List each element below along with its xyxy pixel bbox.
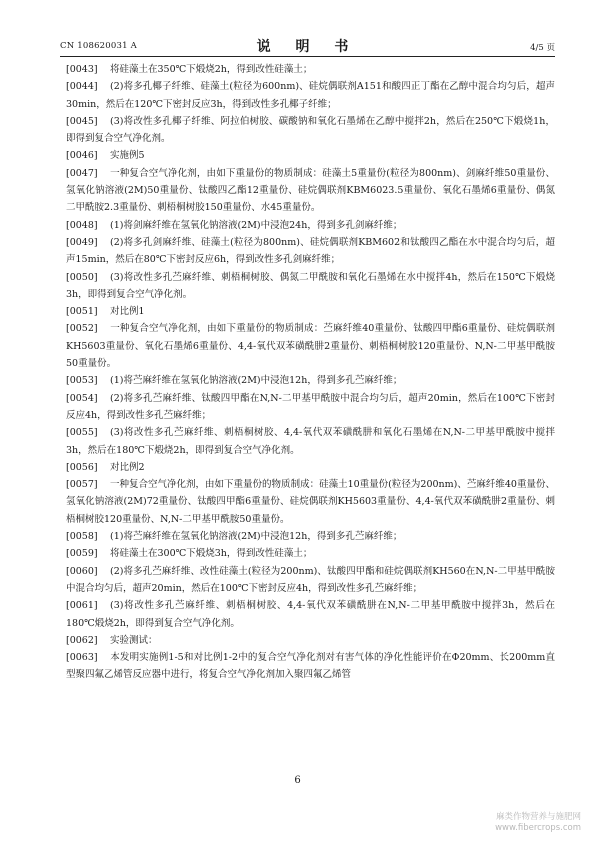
paragraph-text: 实验测试： <box>110 634 158 646</box>
paragraph <box>66 424 555 459</box>
paragraph-number: [0045] <box>66 115 98 127</box>
paragraph-number: [0055] <box>66 427 98 439</box>
paragraph-number: [0046] <box>66 150 98 162</box>
page-reference: 4/5 页 <box>530 43 555 53</box>
paragraph <box>66 61 555 78</box>
paragraph-number: [0049] <box>66 236 98 248</box>
paragraph <box>66 217 555 234</box>
paragraph-number: [0060] <box>66 565 98 577</box>
page-header <box>60 36 555 56</box>
paragraph-number: [0050] <box>66 271 98 283</box>
paragraph-number: [0044] <box>66 81 98 93</box>
paragraph <box>66 113 555 148</box>
paragraph-text: 对比例2 <box>110 461 145 473</box>
paragraph-text: (3)将改性多孔苎麻纤维、刺梧桐树胶、4,4-氧代双苯磺酰肼在N,N-二甲基甲酰胺中搅拌3h，然后在180℃煅烧2h，即得到复合空气净化剂。 <box>66 600 555 629</box>
paragraph-text: (1)将苎麻纤维在氢氧化钠溶液(2M)中浸泡12h，得到多孔苎麻纤维； <box>110 531 403 543</box>
paragraph <box>66 165 555 217</box>
paragraph-text: 一种复合空气净化剂，由如下重量份的物质制成：硅藻土10重量份(粒径为200nm)、苎麻纤维40重量份、氢氧化钠溶液(2M)72重量份、钛酸四甲酯6重量份、硅烷偶联剂KH5603重量份、4,4-氧代双苯磺酰肼2重量份、刺梧桐树胶120重量份、N,N-二甲基甲酰胺50重量份。 <box>66 479 555 525</box>
paragraph-number: [0062] <box>66 634 98 646</box>
paragraph-text: (2)将多孔椰子纤维、硅藻土(粒径为600nm)、硅烷偶联剂A151和酸四正丁酯在乙醇中混合均匀后，超声30min，然后在120℃下密封反应3h，得到改性多孔椰子纤维； <box>66 81 555 110</box>
paragraph-text: (1)将苎麻纤维在氢氧化钠溶液(2M)中浸泡12h，得到多孔苎麻纤维； <box>110 375 403 387</box>
paragraph-number: [0043] <box>66 64 98 75</box>
paragraph <box>66 390 555 425</box>
paragraph <box>66 320 555 372</box>
paragraph-text: (3)将改性多孔苎麻纤维、刺梧桐树胶、偶氮二甲酰胺和氧化石墨烯在水中搅拌4h，然后在150℃下煅烧3h，即得到复合空气净化剂。 <box>66 271 555 300</box>
paragraph-number: [0054] <box>66 392 98 404</box>
paragraph-text: 将硅藻土在350℃下煅烧2h，得到改性硅藻土； <box>110 64 313 75</box>
paragraph <box>66 147 555 164</box>
description-body <box>66 61 555 684</box>
document-title: 说 明 书 <box>256 39 359 55</box>
paragraph-text: (1)将剑麻纤维在氢氧化钠溶液(2M)中浸泡24h，得到多孔剑麻纤维； <box>110 219 403 231</box>
paragraph-text: 实施例5 <box>110 150 145 162</box>
header-divider <box>60 56 555 57</box>
paragraph-number: [0047] <box>66 167 98 179</box>
paragraph-number: [0058] <box>66 531 98 543</box>
paragraph-number: [0056] <box>66 461 98 473</box>
paragraph-text: (2)将多孔剑麻纤维、硅藻土(粒径为800nm)、硅烷偶联剂KBM602和钛酸四乙酯在水中混合均匀后，超声15min，然后在80℃下密封反应6h，得到改性多孔剑麻纤维； <box>66 236 555 266</box>
paragraph-text: 一种复合空气净化剂，由如下重量份的物质制成：硅藻土5重量份(粒径为800nm)、剑麻纤维50重量份、氢氧化钠溶液(2M)50重量份、钛酸四乙酯12重量份、硅烷偶联剂KBM6023.5重量份、氧化石墨烯6重量份、偶氮二甲酰胺2.3重量份、刺梧桐树胶150重量份、水45重量份。 <box>66 167 555 214</box>
paragraph-number: [0059] <box>66 548 98 560</box>
paragraph-text: (2)将多孔苎麻纤维、改性硅藻土(粒径为200nm)、钛酸四甲酯和硅烷偶联剂KH560在N,N-二甲基甲酰胺中混合均匀后，超声20min，然后在100℃下密封反应4h，得到改性多孔苎麻纤维； <box>66 565 555 594</box>
paragraph <box>66 597 555 632</box>
paragraph-text: (3)将改性多孔椰子纤维、阿拉伯树胶、碳酸钠和氧化石墨烯在乙醇中搅拌2h，然后在250℃下煅烧1h，即得到复合空气净化剂。 <box>66 115 555 145</box>
paragraph <box>66 234 555 269</box>
paragraph-number: [0052] <box>66 323 98 335</box>
paragraph <box>66 545 555 562</box>
paragraph-text: 一种复合空气净化剂，由如下重量份的物质制成：苎麻纤维40重量份、钛酸四甲酯6重量份、硅烷偶联剂KH5603重量份、氧化石墨烯6重量份、4,4-氧代双苯磺酰肼2重量份、刺梧桐树胶120重量份、N,N-二甲基甲酰胺50重量份。 <box>66 323 555 370</box>
paragraph-number: [0053] <box>66 375 98 387</box>
paragraph <box>66 528 555 545</box>
watermark-site-name: 麻类作物营养与施肥网 <box>495 812 581 822</box>
paragraph <box>66 78 555 113</box>
paragraph <box>66 303 555 320</box>
patent-number: CN 108620031 A <box>60 41 137 51</box>
paragraph-number: [0048] <box>66 219 98 231</box>
paragraph <box>66 459 555 476</box>
paragraph <box>66 563 555 598</box>
paragraph-text: (3)将改性多孔苎麻纤维、刺梧桐树胶、4,4-氧代双苯磺酰肼和氧化石墨烯在N,N-二甲基甲酰胺中搅拌3h，然后在180℃下煅烧2h，即得到复合空气净化剂。 <box>66 427 555 456</box>
paragraph <box>66 476 555 528</box>
page-number: 6 <box>294 775 301 786</box>
paragraph-text: 将硅藻土在300℃下煅烧3h，得到改性硅藻土； <box>110 548 313 560</box>
paragraph-number: [0063] <box>66 652 98 664</box>
paragraph-number: [0051] <box>66 306 98 318</box>
paragraph-text: 本发明实施例1-5和对比例1-2中的复合空气净化剂对有害气体的净化性能评价在Φ20mm、长200mm直型聚四氟乙烯管反应器中进行，将复合空气净化剂加入聚四氟乙烯管 <box>66 652 555 681</box>
paragraph <box>66 632 555 649</box>
watermark-url: www.fibercrops.com <box>495 823 581 833</box>
paragraph <box>66 372 555 389</box>
paragraph <box>66 649 555 684</box>
paragraph <box>66 269 555 304</box>
paragraph-text: 对比例1 <box>110 306 145 318</box>
paragraph-text: (2)将多孔苎麻纤维、钛酸四甲酯在N,N-二甲基甲酰胺中混合均匀后，超声20min，然后在100℃下密封反应4h，得到改性多孔苎麻纤维； <box>66 392 555 421</box>
watermark <box>495 812 581 834</box>
paragraph-number: [0057] <box>66 479 98 491</box>
paragraph-number: [0061] <box>66 600 98 612</box>
